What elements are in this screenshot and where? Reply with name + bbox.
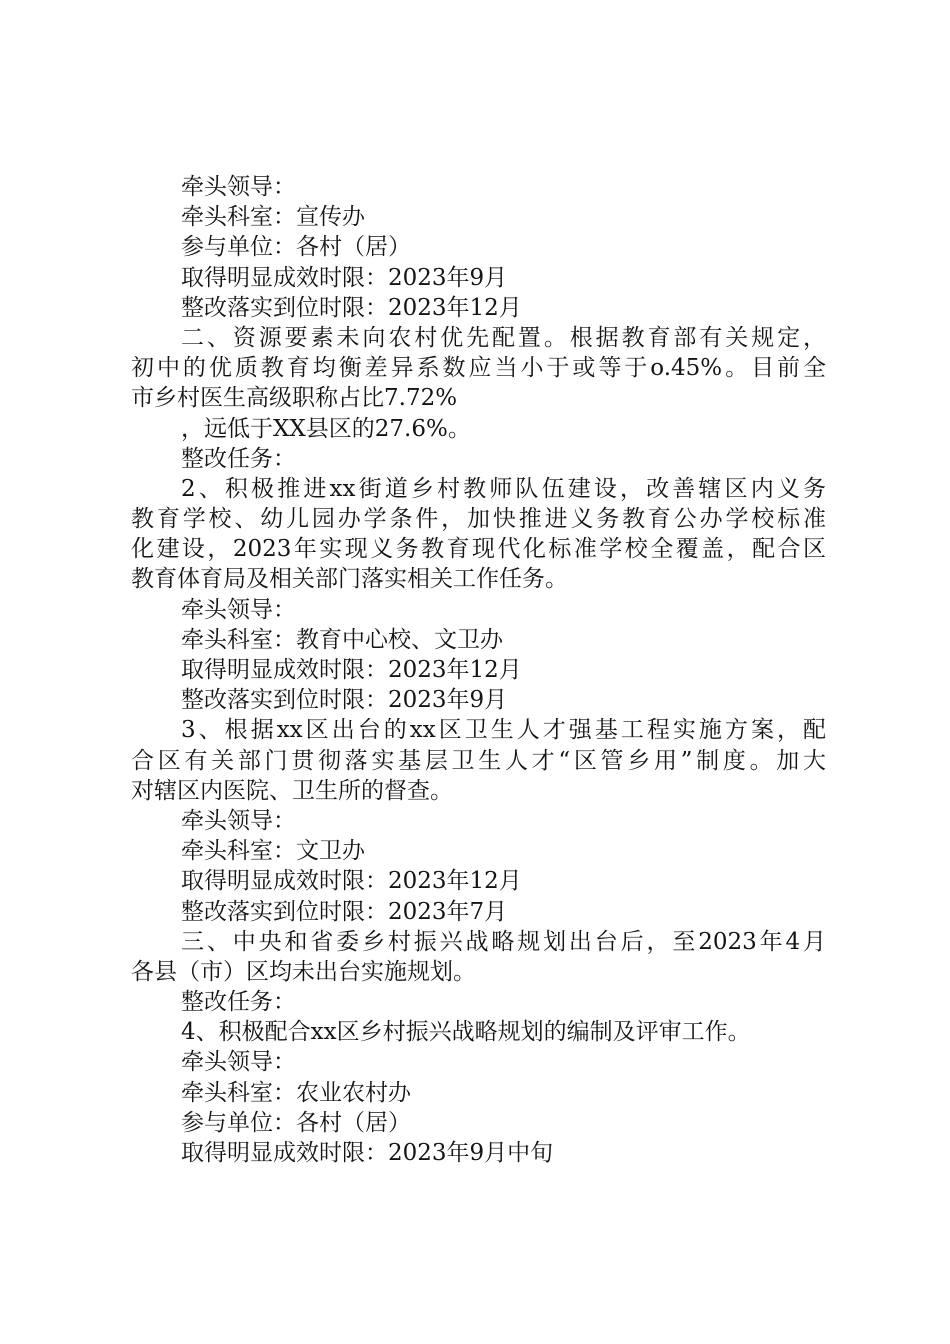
text-line: 三、中央和省委乡村振兴战略规划出台后，至2023年4月 — [181, 928, 826, 955]
text-line: 2、积极推进xx街道乡村教师队伍建设，改善辖区内义务 — [181, 475, 826, 502]
text-line: 4、积极配合xx区乡村振兴战略规划的编制及评审工作。 — [181, 1019, 751, 1046]
text-line: 初中的优质教育均衡差异系数应当小于或等于o.45%。目前全 — [131, 355, 826, 382]
text-line: 二、资源要素未向农村优先配置。根据教育部有关规定， — [181, 324, 826, 351]
text-line: 参与单位：各村（居） — [181, 234, 411, 261]
text-line: 市乡村医生高级职称占比7.72% — [131, 385, 458, 412]
text-line: 教育学校、幼儿园办学条件，加快推进义务教育公办学校标准 — [131, 506, 826, 533]
text-line: 牵头领导： — [181, 807, 296, 834]
text-line: 各县（市）区均未出台实施规划。 — [131, 958, 476, 985]
text-line: 合区有关部门贯彻落实基层卫生人才“区管乡用”制度。加大 — [131, 747, 826, 774]
document-body — [131, 172, 826, 1168]
text-line: 牵头科室：宣传办 — [181, 204, 365, 231]
text-line: ，远低于XX县区的27.6%。 — [181, 415, 471, 442]
text-line: 参与单位：各村（居） — [181, 1109, 411, 1136]
text-line: 取得明显成效时限：2023年9月中旬 — [181, 1140, 554, 1166]
text-line: 整改落实到位时限：2023年9月 — [181, 687, 508, 714]
text-line: 整改落实到位时限：2023年7月 — [181, 898, 508, 925]
text-line: 整改落实到位时限：2023年12月 — [181, 294, 522, 321]
text-line: 牵头领导： — [181, 174, 296, 200]
text-line: 取得明显成效时限：2023年12月 — [181, 657, 522, 683]
text-line: 牵头科室：农业农村办 — [181, 1079, 411, 1106]
text-line: 牵头科室：教育中心校、文卫办 — [181, 626, 503, 653]
text-line: 化建设，2023年实现义务教育现代化标准学校全覆盖，配合区 — [131, 536, 826, 563]
text-line: 取得明显成效时限：2023年12月 — [181, 868, 522, 895]
text-line: 取得明显成效时限：2023年9月 — [181, 264, 508, 291]
text-line: 牵头领导： — [181, 596, 296, 623]
text-line: 整改任务： — [181, 989, 296, 1016]
text-line: 整改任务： — [181, 445, 296, 472]
text-line: 对辖区内医院、卫生所的督查。 — [131, 777, 453, 804]
text-line: 牵头领导： — [181, 1049, 296, 1076]
text-line: 3、根据xx区出台的xx区卫生人才强基工程实施方案，配 — [181, 717, 826, 744]
text-line: 教育体育局及相关部门落实相关工作任务。 — [131, 566, 568, 593]
text-line: 牵头科室：文卫办 — [181, 838, 365, 865]
